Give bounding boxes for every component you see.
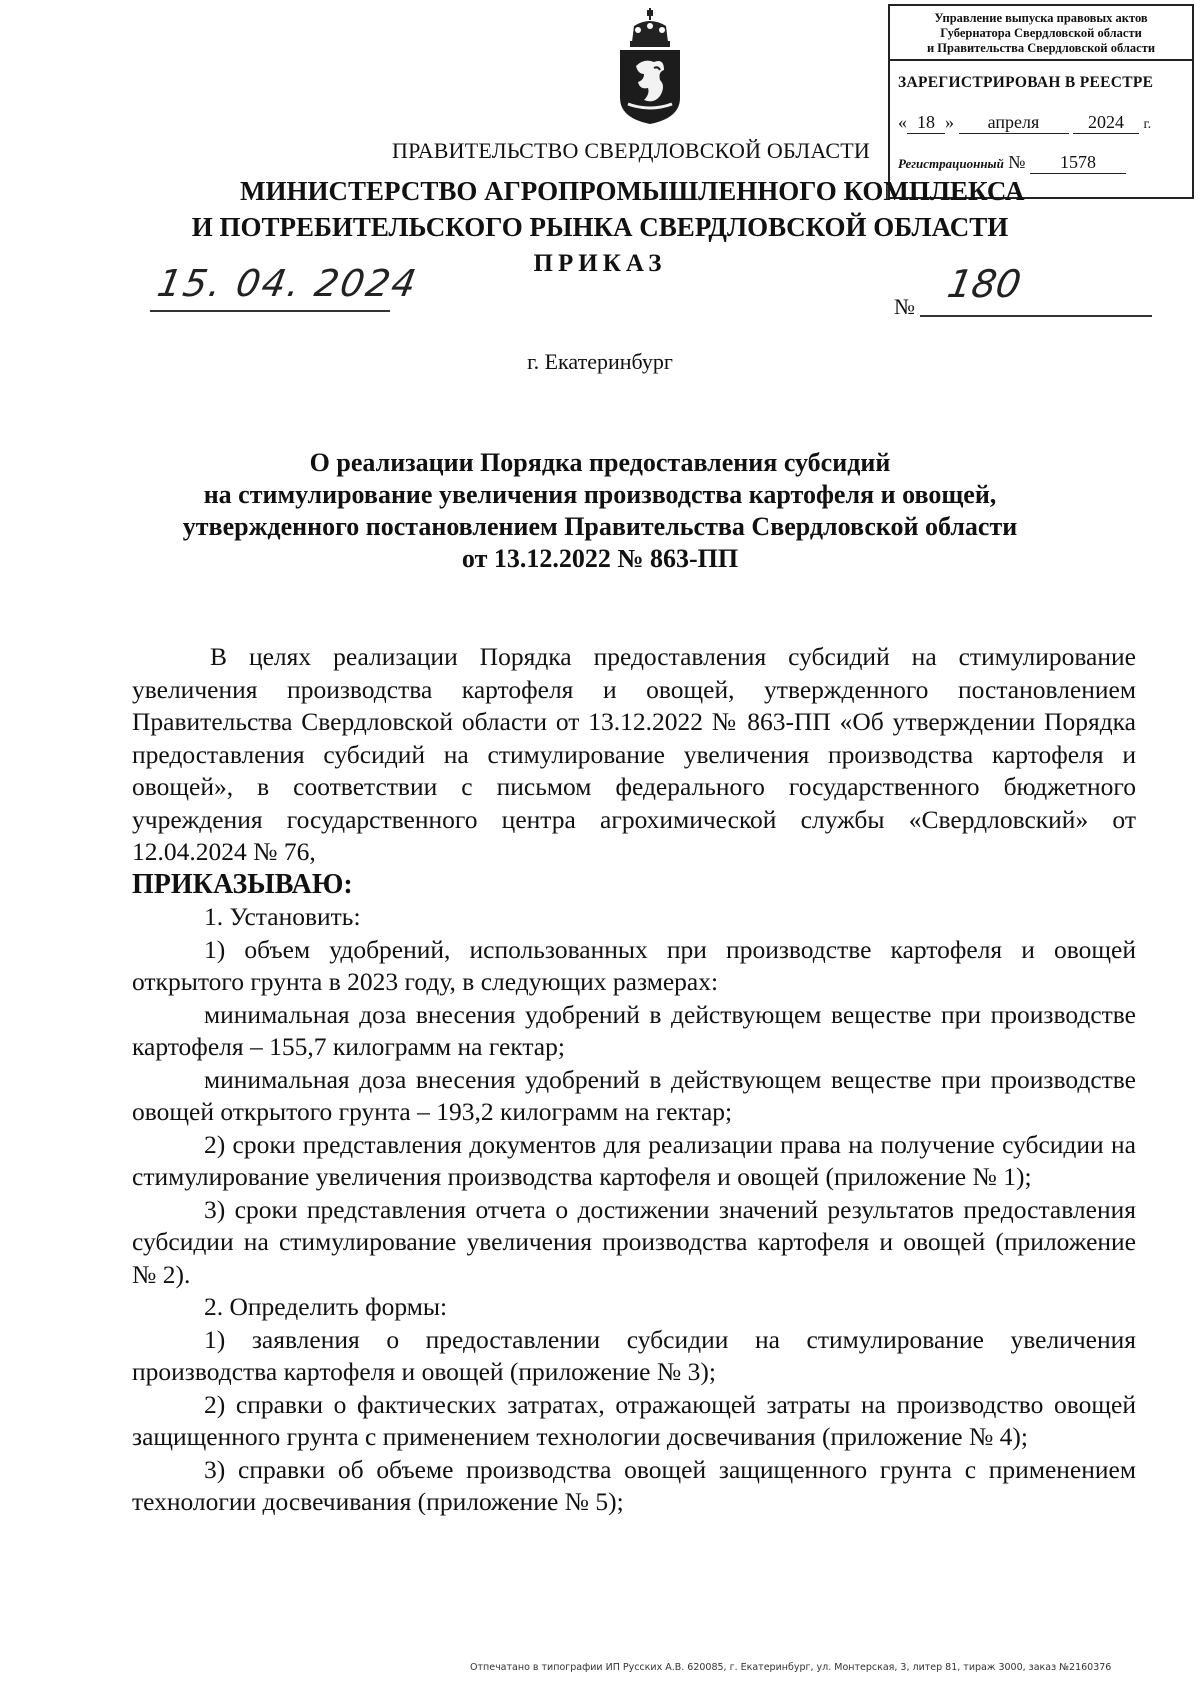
stamp-date-suffix: г. <box>1143 117 1152 132</box>
document-title <box>100 447 1100 575</box>
stamp-date: « 18 » апреля 2024 г. <box>898 112 1152 132</box>
stamp-date-year: 2024 <box>1073 112 1139 134</box>
date-underline <box>150 310 390 312</box>
ministry-name-line-2: И ПОТРЕБИТЕЛЬСКОГО РЫНКА СВЕРДЛОВСКОЙ ОБЛАСТИ <box>191 212 1009 242</box>
registration-stamp <box>888 4 1194 199</box>
stamp-no-sign: № <box>1008 152 1026 172</box>
paragraph-1-3: 3) сроки представления отчета о достижении значений результатов предоставления субсидии на стимулирование увеличения производства картофеля и овощей (приложение № 2). <box>132 1194 1136 1289</box>
paragraph-2-3: 3) справки об объеме производства овощей защищенного грунта с применением технологии досвечивания (приложение № 5); <box>132 1454 1136 1516</box>
stamp-header-line: Управление выпуска правовых актов <box>934 11 1148 25</box>
number-label: № <box>894 294 915 319</box>
preamble-paragraph: В целях реализации Порядка предоставления субсидий на стимулирование увеличения производства картофеля и овощей, утвержденного постановлением Правительства Свердловской области от 13.12.2022 № 863-ПП «Об утверждении Порядка предоставления субсидий на стимулирование увеличения производства картофеля и овощей», в соответствии с письмом федерального государственного бюджетного учреждения государственного центра агрохимической службы «Свердловский» от 12.04.2024 № 76, <box>132 642 1136 866</box>
stamp-reg-number <box>898 152 1192 174</box>
handwritten-date: 15. 04. 2024 <box>154 262 422 305</box>
stamp-reg-label: Регистрационный <box>898 156 1004 171</box>
stamp-header <box>890 6 1192 61</box>
stamp-registered-label: ЗАРЕГИСТРИРОВАН В РЕЕСТРЕ <box>898 74 1154 91</box>
paragraph-2: 2. Определить формы: <box>204 1292 448 1321</box>
paragraph-1: 1. Установить: <box>204 902 361 931</box>
document-body <box>132 641 1136 1519</box>
title-line: на стимулирование увеличения производства картофеля и овощей, <box>203 480 997 509</box>
handwritten-number: 180 <box>944 262 1025 306</box>
paragraph-1-1: 1) объем удобрений, использованных при производстве картофеля и овощей открытого грунта в 2023 году, в следующих размерах: <box>132 934 1136 996</box>
title-line: от 13.12.2022 № 863-ПП <box>461 544 739 573</box>
coat-of-arms-icon <box>614 8 686 126</box>
ministry-name-line-1: МИНИСТЕРСТВО АГРОПРОМЫШЛЕННОГО КОМПЛЕКСА <box>240 176 1025 206</box>
order-word: ПРИКАЗЫВАЮ: <box>132 868 353 900</box>
paragraph-2-1: 1) заявления о предоставлении субсидии на стимулирование увеличения производства картофеля и овощей (приложение № 3); <box>132 1324 1136 1386</box>
title-line: О реализации Порядка предоставления субсидий <box>309 448 891 477</box>
paragraph-2-2: 2) справки о фактических затратах, отражающей затраты на производство овощей защищенного грунта с применением технологии досвечивания (приложение № 4); <box>132 1389 1136 1451</box>
stamp-header-line: и Правительства Свердловской области <box>926 41 1156 55</box>
stamp-header-line: Губернатора Свердловской области <box>940 26 1142 40</box>
stamp-date-month: апреля <box>959 112 1069 134</box>
document-type: ПРИКАЗ <box>533 250 667 277</box>
paragraph-1-1b: минимальная доза внесения удобрений в действующем веществе при производстве овощей открытого грунта – 193,2 килограмм на гектар; <box>132 1064 1136 1126</box>
stamp-date-day: 18 <box>907 112 945 134</box>
paragraph-1-2: 2) сроки представления документов для реализации права на получение субсидии на стимулирование увеличения производства картофеля и овощей (приложение № 1); <box>132 1129 1136 1191</box>
title-line: утвержденного постановлением Правительства Свердловской области <box>182 512 1018 541</box>
government-name: ПРАВИТЕЛЬСТВО СВЕРДЛОВСКОЙ ОБЛАСТИ <box>392 138 870 163</box>
print-footer: Отпечатано в типографии ИП Русских А.В. 620085, г. Екатеринбург, ул. Монтерская, 3, литер 81, тираж 3000, заказ №2160376 <box>470 1662 1112 1673</box>
number-underline <box>920 315 1152 317</box>
stamp-reg-value: 1578 <box>1030 152 1126 174</box>
paragraph-1-1a: минимальная доза внесения удобрений в действующем веществе при производстве картофеля – 155,7 килограмм на гектар; <box>132 999 1136 1061</box>
city: г. Екатеринбург <box>527 349 673 374</box>
